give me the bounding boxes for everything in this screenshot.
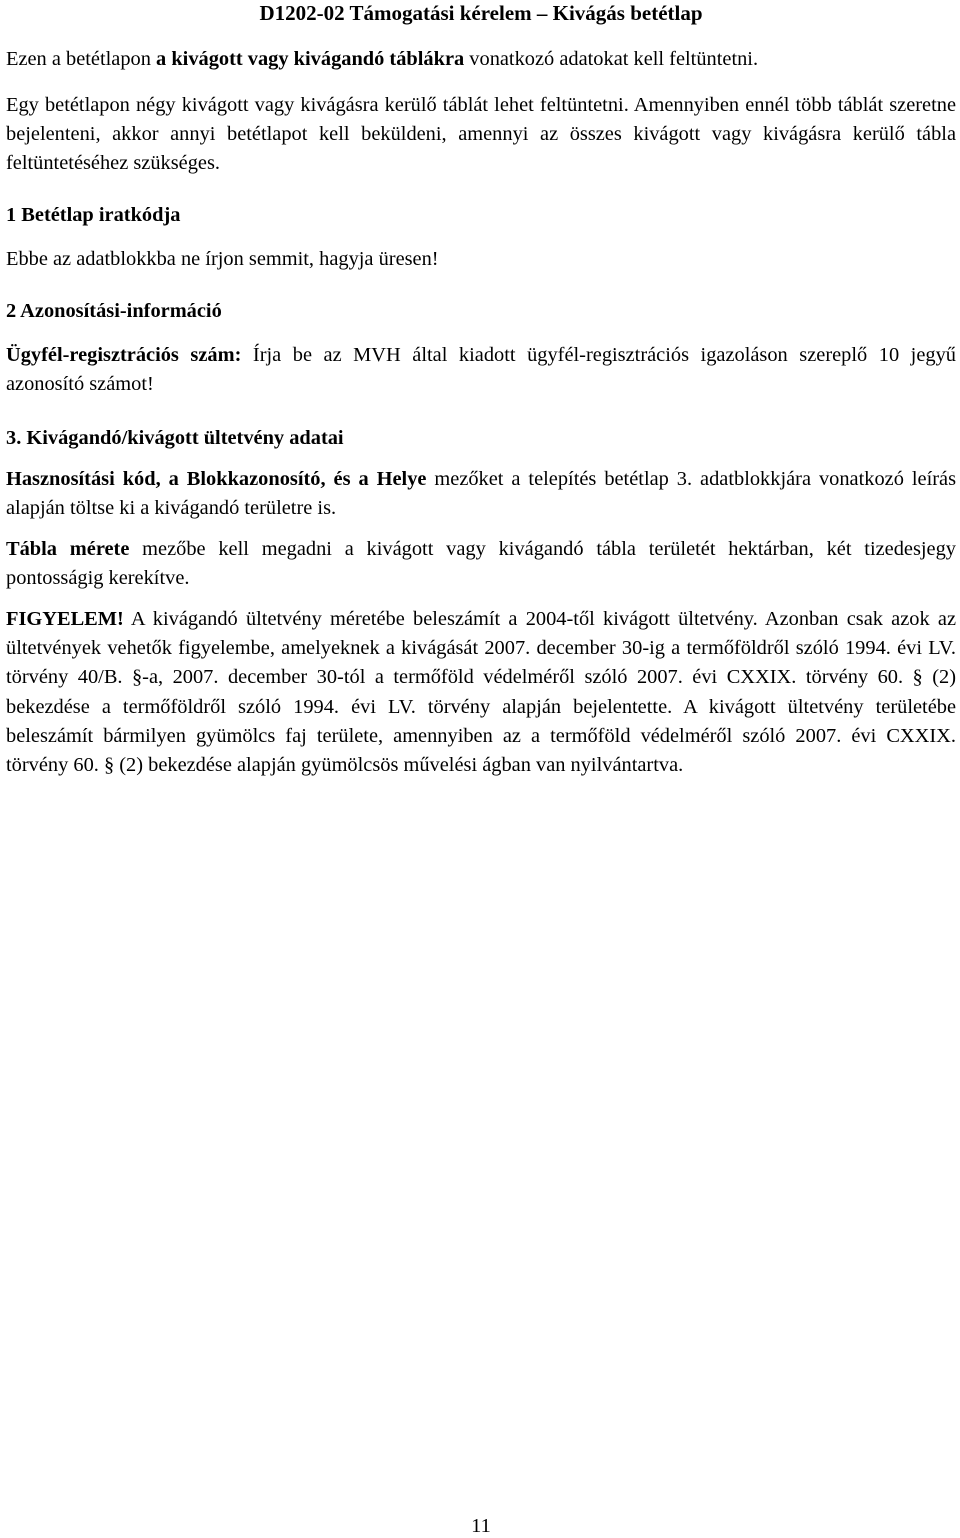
usage-code-text: mezőket a telepítés betétlap 3. adatblokkjára vonatkozó leírás alapján töltse ki a kivágandó területre is. bbox=[6, 468, 957, 520]
document-title: D1202-02 Támogatási kérelem – Kivágás betétlap bbox=[259, 1, 703, 25]
table-size-label: Tábla mérete bbox=[6, 538, 130, 560]
section-2-heading: 2 Azonosítási-információ bbox=[6, 300, 222, 322]
intro-paragraph-2: Egy betétlapon négy kivágott vagy kivágásra kerülő táblát lehet feltüntetni. Amennyiben ennél több táblát szeretne bejelenteni, akkor annyi betétlapot kell beküldeni, amennyi az összes kivágott vagy kivágásra kerülő tábla feltüntetéséhez szükséges. bbox=[6, 94, 956, 175]
section-2-paragraph bbox=[6, 341, 956, 399]
client-registration-label: Ügyfél-regisztrációs szám: bbox=[6, 344, 242, 366]
section-3-paragraph-2 bbox=[6, 535, 956, 593]
usage-code-label: Hasznosítási kód, a Blokkazonosító, és a Helye bbox=[6, 468, 427, 490]
intro-paragraph-1 bbox=[6, 45, 956, 74]
client-registration-text: Írja be az MVH által kiadott ügyfél-regisztrációs igazoláson szereplő 10 jegyű azonosító számot! bbox=[6, 344, 956, 396]
section-3-paragraph-3 bbox=[6, 605, 956, 780]
section-1-text: Ebbe az adatblokkba ne írjon semmit, hagyja üresen! bbox=[6, 248, 439, 270]
section-3-paragraph-1 bbox=[6, 465, 956, 523]
section-1-heading: 1 Betétlap iratkódja bbox=[6, 204, 181, 226]
intro-text-pre: Ezen a betétlapon bbox=[6, 48, 157, 70]
page-number: 11 bbox=[471, 1515, 491, 1537]
intro-text-bold: a kivágott vagy kivágandó táblákra bbox=[156, 48, 465, 70]
warning-label: FIGYELEM! bbox=[6, 608, 124, 630]
table-size-text: mezőbe kell megadni a kivágott vagy kivágandó tábla területét hektárban, két tizedesjegy pontosságig kerekítve. bbox=[6, 538, 956, 590]
intro-text-post: vonatkozó adatokat kell feltüntetni. bbox=[464, 48, 759, 70]
warning-text: A kivágandó ültetvény méretébe beleszámít a 2004-től kivágott ültetvény. Azonban csak azok az ültetvények vehetők figyelembe, amelyeknek a kivágását 2007. december 30-ig a termőföldről szóló 1994. évi LV. törvény 40/B. §-a, 2007. december 30-tól a termőföld védelméről szóló 2007. évi CXXIX. törvény 60. § (2) bekezdése a termőföldről szóló 1994. évi LV. törvény alapján bejelentette. A kivágott ültetvény területébe beleszámít bármilyen gyümölcs faj területe, amennyiben az a termőföld védelméről szóló 2007. évi CXXIX. törvény 60. § (2) bekezdése alapján gyümölcsös művelési ágban van nyilvántartva. bbox=[6, 608, 956, 777]
section-3-heading: 3. Kivágandó/kivágott ültetvény adatai bbox=[6, 427, 344, 449]
